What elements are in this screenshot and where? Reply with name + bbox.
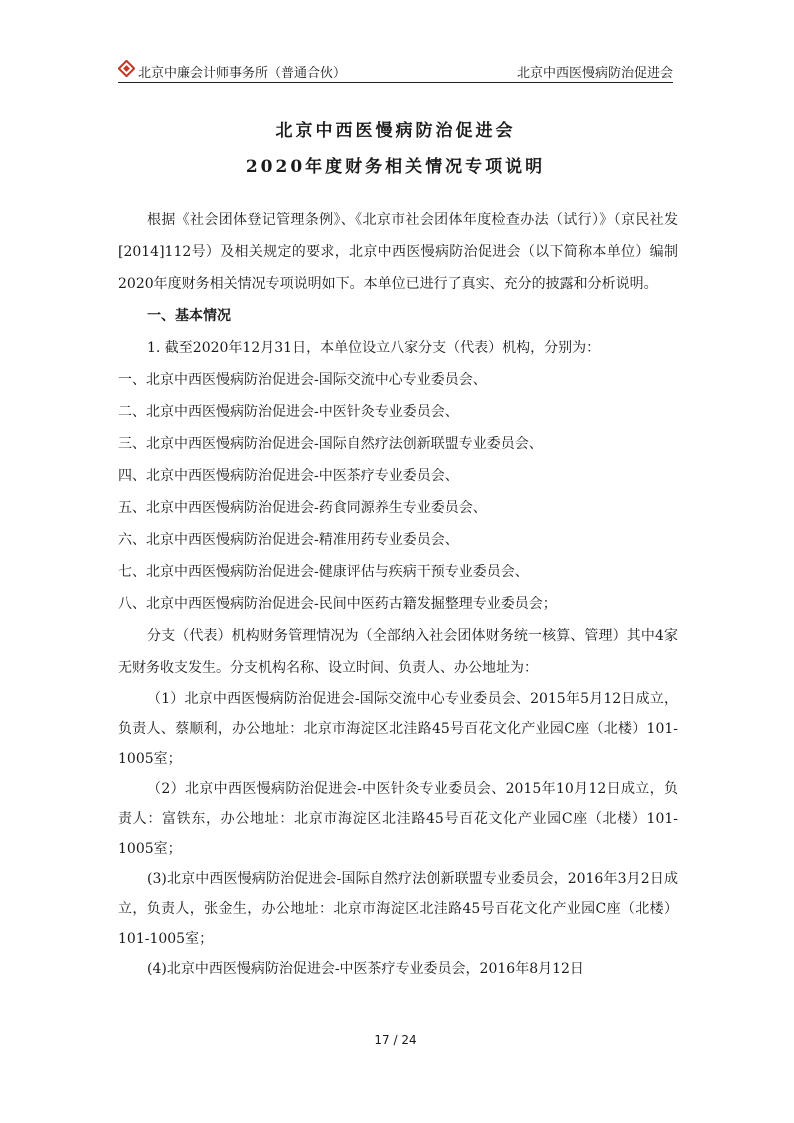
branch-item: 三、北京中西医慢病防治促进会-国际自然疗法创新联盟专业委员会、 — [118, 436, 543, 452]
item-paragraph: 1. 截至2020年12月31日，本单位设立八家分支（代表）机构，分别为： — [147, 340, 601, 356]
document-body — [118, 204, 678, 984]
firm-logo-icon — [118, 60, 135, 77]
page-number: 17 / 24 — [374, 1033, 417, 1047]
branch-detail-paragraph: （1）北京中西医慢病防治促进会-国际交流中心专业委员会、2015年5月12日成立，负责人、蔡顺利，办公地址：北京市海淀区北洼路45号百花文化产业园C座（北楼）101-1005室； — [118, 691, 678, 767]
doc-title-line2: 2020年度财务相关情况专项说明 — [245, 157, 546, 177]
management-paragraph: 分支（代表）机构财务管理情况为（全部纳入社会团体财务统一核算、管理）其中4家无财务收支发生。分支机构名称、设立时间、负责人、办公地址为： — [118, 628, 678, 676]
branch-item: 五、北京中西医慢病防治促进会-药食同源养生专业委员会、 — [118, 500, 487, 516]
doc-title-line1: 北京中西医慢病防治促进会 — [275, 121, 516, 141]
branch-item: 四、北京中西医慢病防治促进会-中医茶疗专业委员会、 — [118, 468, 459, 484]
intro-paragraph: 根据《社会团体登记管理条例》、《北京市社会团体年度检查办法（试行）》（京民社发[2014]112号）及相关规定的要求，北京中西医慢病防治促进会（以下简称本单位）编制2020年度财务相关情况专项说明如下。本单位已进行了真实、充分的披露和分析说明。 — [118, 212, 678, 292]
header-firm-name: 北京中廉会计师事务所（普通合伙） — [138, 66, 347, 81]
page-header — [118, 60, 673, 84]
branch-detail-paragraph: (4)北京中西医慢病防治促进会-中医茶疗专业委员会，2016年8月12日 — [147, 961, 584, 977]
branch-item: 二、北京中西医慢病防治促进会-中医针灸专业委员会、 — [118, 404, 459, 420]
branch-item: 八、北京中西医慢病防治促进会-民间中医药古籍发掘整理专业委员会； — [118, 596, 557, 612]
section-heading: 一、基本情况 — [147, 308, 231, 324]
branch-item: 一、北京中西医慢病防治促进会-国际交流中心专业委员会、 — [118, 372, 487, 388]
header-divider — [118, 82, 673, 83]
branch-detail-paragraph: (3)北京中西医慢病防治促进会-国际自然疗法创新联盟专业委员会，2016年3月2日成立，负责人，张金生，办公地址：北京市海淀区北洼路45号百花文化产业园C座（北楼）101-1005室； — [118, 871, 678, 947]
branch-detail-paragraph: （2）北京中西医慢病防治促进会-中医针灸专业委员会、2015年10月12日成立，负责人：富铁东，办公地址：北京市海淀区北洼路45号百花文化产业园C座（北楼）101-1005室； — [118, 781, 678, 857]
branch-item: 七、北京中西医慢病防治促进会-健康评估与疾病干预专业委员会、 — [118, 564, 529, 580]
header-org-name: 北京中西医慢病防治促进会 — [516, 66, 673, 81]
branch-item: 六、北京中西医慢病防治促进会-精准用药专业委员会、 — [118, 532, 459, 548]
